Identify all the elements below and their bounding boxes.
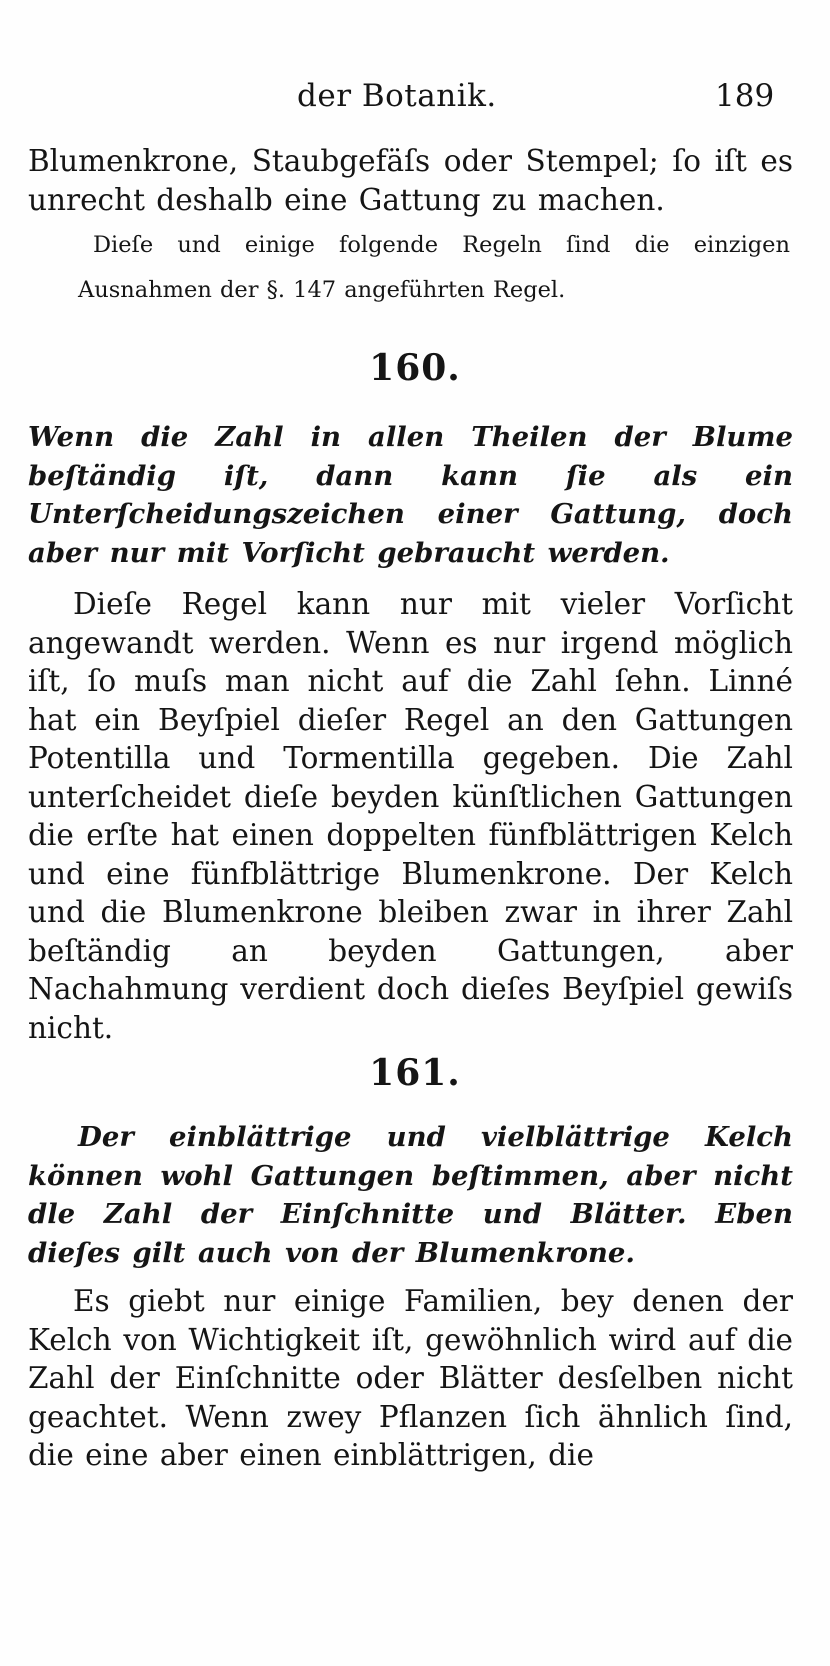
section-number-161: 161.: [369, 1052, 461, 1094]
paragraph-160: Dieſe Regel kann nur mit vieler Vorſicht angewandt werden. Wenn es nur irgend möglich iſt, ſo muſs man nicht auf die Zahl ſehn. Linné hat ein Beyſpiel dieſer Regel an den Gattungen Potentilla und Tormentilla gegeben. Die Zahl unterſcheidet dieſe beyden künſtlichen Gattungen die erſte hat einen doppelten fünfblättrigen Kelch und eine fünfblättrige Blumenkrone. Der Kelch und die Blumenkrone bleiben zwar in ihrer Zahl beſtändig an beyden Gattungen, aber Nachahmung verdient doch dieſes Beyſpiel gewiſs nicht.: [28, 587, 793, 1045]
page-header: [0, 78, 830, 118]
paragraph-161: Es giebt nur einige Familien, bey denen der Kelch von Wichtigkeit iſt, gewöhnlich wird auf die Zahl der Einſchnitte oder Blätter desſelben nicht geachtet. Wenn zwey Pflanzen ſich ähnlich ſind, die eine aber einen einblättrigen, die: [28, 1284, 793, 1472]
footnote-remark: Dieſe und einige folgende Regeln ſind die einzigen Ausnahmen der §. 147 angeführten Regel.: [78, 232, 790, 303]
section-number-160: 160.: [369, 347, 461, 389]
running-title: der Botanik.: [297, 78, 497, 114]
rule-161: Der einblättrige und vielblättrige Kelch können wohl Gattungen beſtimmen, aber nicht dle Zahl der Einſchnitte und Blätter. Eben dieſes gilt auch von der Blumenkrone.: [28, 1121, 793, 1269]
page-number: 189: [715, 78, 775, 114]
rule-160: Wenn die Zahl in allen Theilen der Blume beſtändig iſt, dann kann ſie als ein Unterſcheidungszeichen einer Gattung, doch aber nur mit Vorſicht gebraucht werden.: [28, 421, 793, 569]
continuation-paragraph: Blumenkrone, Staubgefäſs oder Stempel; ſo iſt es unrecht deshalb eine Gattung zu machen.: [28, 144, 793, 217]
